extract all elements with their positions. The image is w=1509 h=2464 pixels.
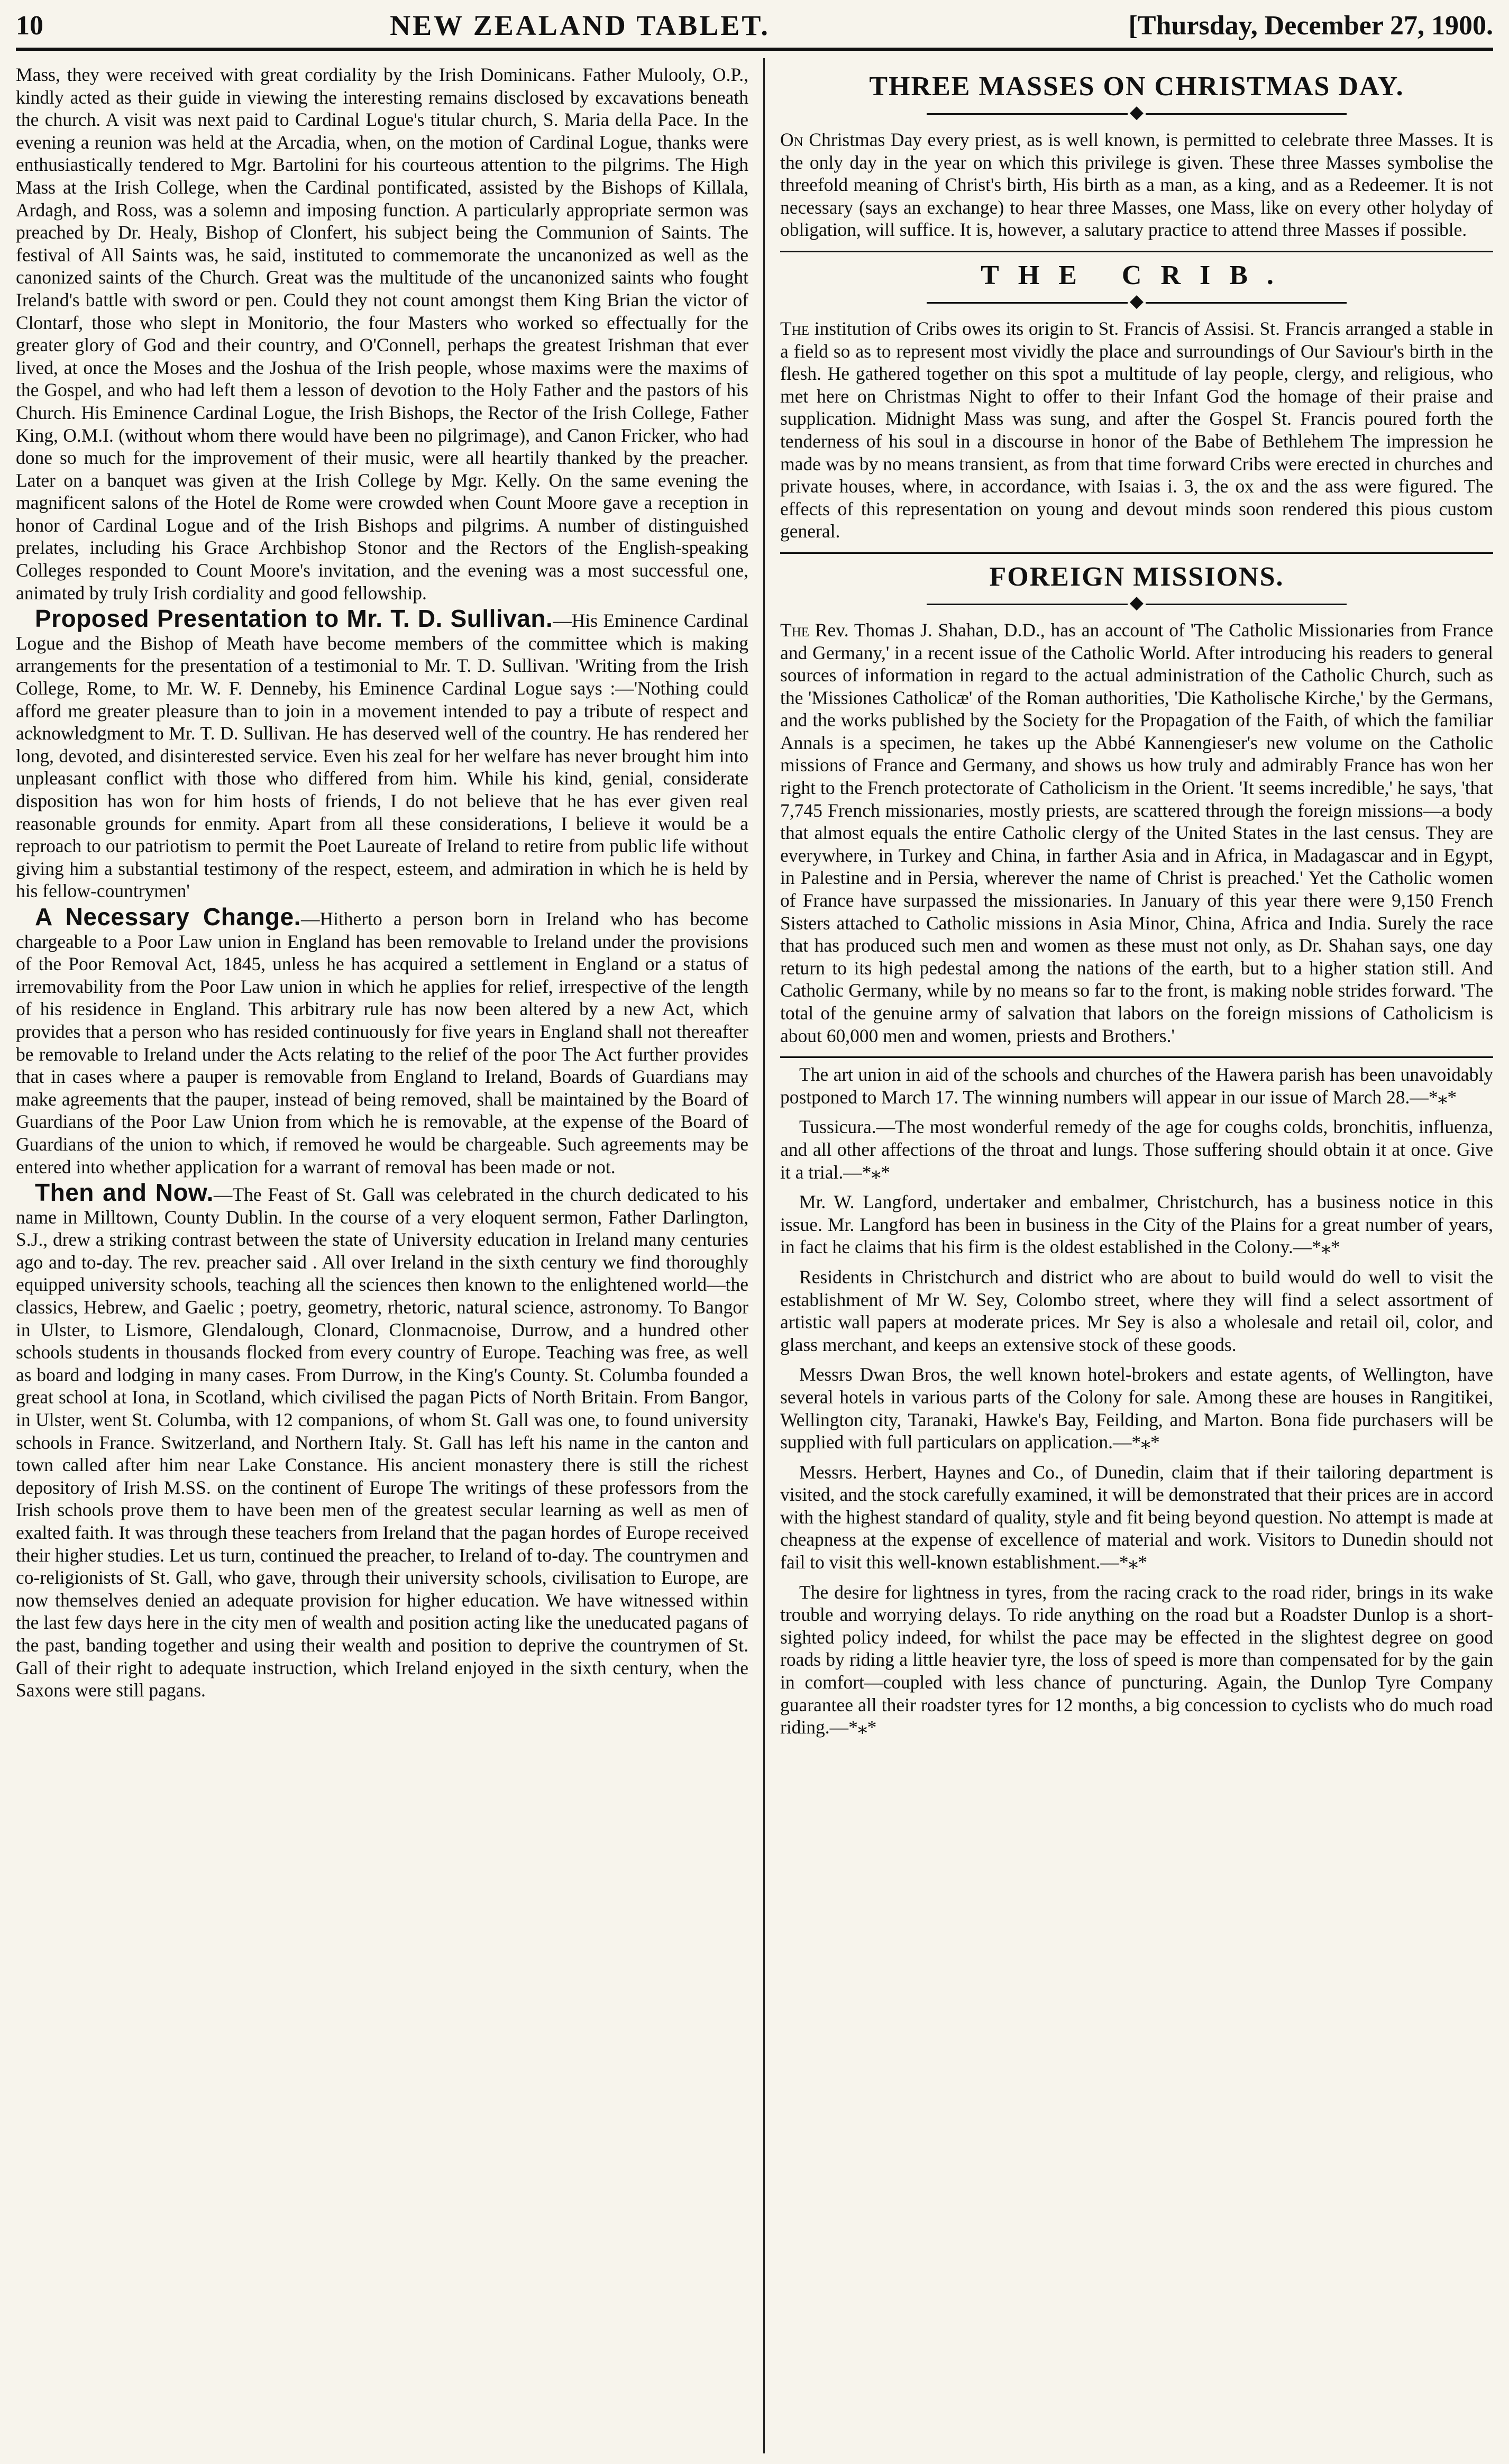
presentation-article: Proposed Presentation to Mr. T. D. Sullivan.—His Eminence Cardinal Logue and the Bishop of Meath have become members of the committee which is making arrangements for the presentation of a testimonial to Mr. T. D. Sullivan. 'Writing from the Irish College, Rome, to Mr. W. F. Denneby, his Eminence Cardinal Logue says :—'Nothing could afford me greater pleasure than to join in a movement intended to pay a tribute of respect and acknowledgment to Mr. T. D. Sullivan. He has deserved well of the country. He has rendered her long, devoted, and disinterested service. Even his zeal for her welfare has never brought him into unpleasant conflict with those who differed from him. While his kind, genial, considerate disposition has won for him hosts of friends, I do not believe that he has ever given real reasonable grounds for enmity. Apart from all these considerations, I believe it would be a reproach to our patriotism to permit the Poet Laureate of Ireland to retire from public life without giving him a substantial testimony of the respect, esteem, and admiration in which he is held by his fellow-countrymen' <box>16 605 748 902</box>
section-rule <box>780 1056 1493 1058</box>
pilgrimage-report: Mass, they were received with great cordiality by the Irish Dominicans. Father Mulooly, O.P., kindly acted as their guide in viewing the interesting remains disclosed by excavations beneath the church. A visit was next paid to Cardinal Logue's titular church, S. Maria della Pace. In the evening a reunion was held at the Arcadia, when, on the motion of Cardinal Logue, thanks were enthusiastically tendered to Mgr. Bartolini for his courteous attention to the pilgrims. The High Mass at the Irish College, when the Cardinal pontificated, assisted by the Bishops of Killala, Ardagh, and Ross, was a solemn and imposing function. A particularly appropriate sermon was preached by Dr. Healy, Bishop of Clonfert, his subject being the Communion of Saints. The festival of All Saints was, he said, instituted to commemorate the uncanonized as well as the canonized saints of the Church. Great was the multitude of the uncanonized saints who fought Ireland's battle with sword or pen. Could they not count amongst them King Brian the victor of Clontarf, those who slept in Monitorio, the four Masters who worked so effectually for the greater glory of God and their country, and O'Connell, perhaps the greatest Irishman that ever lived, at once the Moses and the Joshua of the Irish people, whose maxims were the maxims of the Gospel, and who had left them a lesson of devotion to the Holy Father and the pastors of his Church. His Eminence Cardinal Logue, the Irish Bishops, the Rector of the Irish College, Father King, O.M.I. (without whom there would have been no pilgrimage), and Canon Fricker, who had done so much for the improvement of their music, were all heartily thanked by the preacher. Later on a banquet was given at the Irish College by Mgr. Kelly. On the same evening the magnificent salons of the Hotel de Rome were crowded when Count Moore gave a reception in honor of Cardinal Logue and of the Irish Bishops and pilgrims. A number of distinguished prelates, including his Grace Archbishop Stonor and the Rectors of the English-speaking Colleges responded to Count Moore's invitation, and the evening was a most successful one, animated by truly Irish cordiality and good fellowship. <box>16 64 748 604</box>
news-item-herbert-haynes: Messrs. Herbert, Haynes and Co., of Dunedin, claim that if their tailoring department is visited, and the stock carefully examined, it will be demonstrated that their prices are in accord with the highest standard of quality, style and fit being beyond question. No attempt is made at cheapness at the expense of excellence of material and work. Visitors to Dunedin should not fail to visit this well-known establishment.—*⁎* <box>780 1461 1493 1573</box>
masses-text: Christmas Day every priest, as is well known, is permitted to celebrate three Masses. It is the only day in the year on which this privilege is given. These three Masses symbolise the threefold meaning of Christ's birth, His birth as a man, as a king, and as a Redeemer. It is not necessary (says an exchange) to hear three Masses, one Mass, like on every other holyday of obligation, will suffice. It is, however, a salutary practice to attend three Masses if possible. <box>780 129 1493 241</box>
necessary-change-text: Hitherto a person born in Ireland who has become chargeable to a Poor Law union in England has been removable to Ireland under the provisions of the Poor Removal Act, 1845, unless he has acquired a settlement in England or a status of irremovability from the Poor Law union in which he applies for relief, irrespective of the length of his residence in England. This arbitrary rule has now been altered by a new Act, which provides that a person who has resided continuously for five years in England shall not thereafter be removable to Ireland under the Acts relating to the relief of the poor The Act further provides that in cases where a pauper is removable from England to Ireland, Boards of Guardians may make agreements that the pauper, instead of being removed, shall be maintained by the Board of Guardians of the Poor Law Union from which he is removable, at the expense of the Board of Guardians of the union to which, if removed he would be chargeable. Such agreements may be entered into whether application for a warrant of removal has been made or not. <box>16 908 748 1178</box>
crib-text: institution of Cribs owes its origin to St. Francis of Assisi. St. Francis arranged a stable in a field so as to represent most vividly the place and surroundings of Our Saviour's birth in the flesh. He gathered together on this spot a multitude of lay people, clergy, and religious, who met here on Christmas Night to offer to their Infant God the homage of their praise and supplication. Midnight Mass was sung, and after the Gospel St. Francis poured forth the tenderness of his soul in a discourse in honor of the Babe of Bethlehem The impression he made was by no means transient, as from that time forward Cribs were erected in churches and private houses, where, in accordance, with Isaias i. 3, the ox and the ass were figured. The effects of this representation on young and devout minds soon rendered this pious custom general. <box>780 317 1493 542</box>
news-items <box>780 1063 1493 1739</box>
missions-article <box>780 619 1493 1047</box>
masses-lede: On <box>780 129 803 150</box>
news-item-sey: Residents in Christchurch and district who are about to build would do well to visit the establishment of Mr W. Sey, Colombo street, where they will find a select assortment of artistic wall papers at moderate prices. Mr Sey is also a wholesale and retail oil, color, and glass merchant, and keeps an extensive stock of these goods. <box>780 1266 1493 1355</box>
ornament-divider: ◆ <box>780 592 1493 614</box>
news-item-dwan-bros: Messrs Dwan Bros, the well known hotel-brokers and estate agents, of Wellington, have several hotels in various parts of the Colony for sale. Among these are houses in Rangitikei, Wellington city, Taranaki, Hawke's Bay, Feilding, and Marton. Bona fide purchasers will be supplied with full particulars on application.—*⁎* <box>780 1364 1493 1453</box>
then-and-now-article: Then and Now.—The Feast of St. Gall was celebrated in the church dedicated to his name in Milltown, County Dublin. In the course of a very eloquent sermon, Father Darlington, S.J., drew a striking contrast between the state of University education in Ireland many centuries ago and to-day. The rev. preacher said . All over Ireland in the sixth century we find thoroughly equipped university schools, teaching all the sciences then known to the enlightened world—the classics, Hebrew, and Gaelic ; poetry, geometry, rhetoric, natural science, astronomy. To Bangor in Ulster, to Lismore, Glendalough, Clonard, Clonmacnoise, Durrow, and a hundred other schools students in thousands flocked from every country of Europe. Teaching was free, as well as board and lodging in many cases. From Durrow, in the King's County. St. Columba founded a great school at Iona, in Scotland, which civilised the pagan Picts of North Britain. From Bangor, in Ulster, went St. Columba, with 12 companions, of whom St. Gall was one, to found university schools in France. Switzerland, and Northern Italy. St. Gall has left his name in the canton and town called after him near Lake Constance. His ancient monastery there is still the richest depository of Irish M.SS. on the continent of Europe The writings of these professors from the Irish schools prove them to have been men of the greatest secular learning as well as men of exalted faith. It was through these teachers from Ireland that the pagan hordes of Europe received their higher studies. Let us turn, continued the preacher, to Ireland of to-day. The countrymen and co-religionists of St. Gall, who gave, through their university schools, civilisation to Europe, are now themselves denied an adequate provision for higher education. We have witnessed within the last few days here in the city men of wealth and position acting like the uneducated pagans of the past, banding together and using their wealth and position to deprive the countrymen of St. Gall of their right to adequate instruction, which Ireland enjoyed in the sixth century, when the Saxons were still pagans. <box>16 1179 748 1701</box>
left-column <box>16 63 748 2459</box>
ornament-divider: ◆ <box>780 291 1493 312</box>
missions-lede: The <box>780 619 810 641</box>
news-item-langford: Mr. W. Langford, undertaker and embalmer, Christchurch, has a business notice in this issue. Mr. Langford has been in business in the City of the Plains for a great number of years, in fact he claims that his firm is the oldest established in the Colony.—*⁎* <box>780 1191 1493 1258</box>
missions-heading: FOREIGN MISSIONS. <box>989 561 1284 592</box>
necessary-change-article: A Necessary Change.—Hitherto a person born in Ireland who has become chargeable to a Poor Law union in England has been removable to Ireland under the provisions of the Poor Removal Act, 1845, unless he has acquired a settlement in England or a status of irremovability from the Poor Law union in which he applies for relief, irrespective of the length of his residence in England. This arbitrary rule has now been altered by a new Act, which provides that a person who has resided continuously for five years in England shall not thereafter be removable to Ireland under the Acts relating to the relief of the poor The Act further provides that in cases where a pauper is removable from England to Ireland, Boards of Guardians may make agreements that the pauper, instead of being removed, shall be maintained by the Board of Guardians of the Poor Law Union from which he is removable, at the expense of the Board of Guardians of the union to which, if removed he would be chargeable. Such agreements may be entered into whether application for a warrant of removal has been made or not. <box>16 902 748 1178</box>
masses-article <box>780 129 1493 241</box>
news-item-art-union: The art union in aid of the schools and churches of the Hawera parish has been unavoidably postponed to March 17. The winning numbers will appear in our issue of March 28.—*⁎* <box>780 1064 1493 1108</box>
section-rule <box>780 552 1493 554</box>
newspaper-title: NEW ZEALAND TABLET. <box>390 10 770 41</box>
crib-article <box>780 317 1493 543</box>
ornament-divider: ◆ <box>780 102 1493 123</box>
section-rule <box>780 251 1493 252</box>
news-item-dunlop: The desire for lightness in tyres, from the racing crack to the road rider, brings in its wake trouble and worrying delays. To ride anything on the road but a Roadster Dunlop is a short-sighted policy indeed, for whilst the pace may be effected in the slightest degree on good roads by riding a little heavier tyre, the loss of speed is more than compensated for by the gain in comfort—coupled with less chance of puncturing. Again, the Dunlop Tyre Company guarantee all their roadster tyres for 12 months, a big concession to cyclists who do much road riding.—*⁎* <box>780 1581 1493 1738</box>
missions-text: Rev. Thomas J. Shahan, D.D., has an account of 'The Catholic Missionaries from France and Germany,' in a recent issue of the Catholic World. After introducing his readers to general sources of information in regard to the actual administration of the Catholic Church, such as the 'Missiones Catholicæ' of the Roman authorities, 'Die Katholische Kirche,' by the Germans, and the works published by the Society for the Propagation of the Faith, of which the familiar Annals is a specimen, he takes up the Abbé Kannengieser's new volume on the Catholic missions of France and Germany, and shows us how truly and admirably France has won her right to the French protectorate of Catholicism in the Orient. 'It seems incredible,' he says, 'that 7,745 French missionaries, mostly priests, are scattered through the foreign missions—a body that almost equals the entire Catholic clergy of the United States in the last census. They are everywhere, in Turkey and China, in farther Asia and in Africa, in Madagascar and in Egypt, in Palestine and in Persia, wherever the name of Christ is preached.' Yet the Catholic women of France have surpassed the missionaries. In January of this year there were 9,150 French Sisters attached to Catholic missions in Asia Minor, China, Africa and India. Surely the race that has produced such men and women as these must not only, as Dr. Shahan says, one day return to its high pedestal among the nations of the earth, but to a higher station still. And Catholic Germany, while by no means so far to the front, is making noble strides forward. 'The total of the genuine army of salvation that labors on the foreign missions of Catholicism is about 60,000 men and women, priests and Brothers.' <box>780 619 1493 1046</box>
crib-lede: The <box>780 317 810 339</box>
necessary-change-heading: A Necessary Change. <box>35 902 301 930</box>
presentation-heading: Proposed Presentation to Mr. T. D. Sullivan. <box>35 605 553 633</box>
masses-heading: THREE MASSES ON CHRISTMAS DAY. <box>869 71 1404 102</box>
news-item-tussicura: Tussicura.—The most wonderful remedy of the age for coughs colds, bronchitis, influenza, and all other affections of the throat and lungs. Those suffering should obtain it at once. Give it a trial.—*⁎* <box>780 1116 1493 1183</box>
then-and-now-heading: Then and Now. <box>35 1179 214 1207</box>
column-rule <box>763 58 765 2453</box>
right-column <box>780 63 1493 2459</box>
page-number: 10 <box>16 10 43 41</box>
then-and-now-text: The Feast of St. Gall was celebrated in the church dedicated to his name in Milltown, County Dublin. In the course of a very eloquent sermon, Father Darlington, S.J., drew a striking contrast between the state of University education in Ireland many centuries ago and to-day. The rev. preacher said . All over Ireland in the sixth century we find thoroughly equipped university schools, teaching all the sciences then known to the enlightened world—the classics, Hebrew, and Gaelic ; poetry, geometry, rhetoric, natural science, astronomy. To Bangor in Ulster, to Lismore, Glendalough, Clonard, Clonmacnoise, Durrow, and a hundred other schools students in thousands flocked from every country of Europe. Teaching was free, as well as board and lodging in many cases. From Durrow, in the King's County. St. Columba founded a great school at Iona, in Scotland, which civilised the pagan Picts of North Britain. From Bangor, in Ulster, went St. Columba, with 12 companions, of whom St. Gall was one, to found university schools in France. Switzerland, and Northern Italy. St. Gall has left his name in the canton and town called after him near Lake Constance. His ancient monastery there is still the richest depository of Irish M.SS. on the continent of Europe The writings of these professors from the Irish schools prove them to have been men of the greatest secular learning as well as men of exalted faith. It was through these teachers from Ireland that the pagan hordes of Europe received their higher studies. Let us turn, continued the preacher, to Ireland of to-day. The countrymen and co-religionists of St. Gall, who gave, through their university schools, civilisation to Europe, are now themselves denied an adequate provision for higher education. We have witnessed within the last few days here in the city men of wealth and position acting like the uneducated pagans of the past, banding together and using their wealth and position to deprive the countrymen of St. Gall of their right to adequate instruction, which Ireland enjoyed in the sixth century, when the Saxons were still pagans. <box>16 1184 748 1701</box>
crib-heading: THE CRIB. <box>981 260 1293 290</box>
masthead <box>16 3 1493 51</box>
presentation-text: His Eminence Cardinal Logue and the Bishop of Meath have become members of the committee which is making arrangements for the presentation of a testimonial to Mr. T. D. Sullivan. 'Writing from the Irish College, Rome, to Mr. W. F. Denneby, his Eminence Cardinal Logue says :—'Nothing could afford me greater pleasure than to join in a movement intended to pay a tribute of respect and acknowledgment to Mr. T. D. Sullivan. He has deserved well of the country. He has rendered her long, devoted, and disinterested service. Even his zeal for her welfare has never brought him into unpleasant conflict with those who differed from him. While his kind, genial, considerate disposition has won for him hosts of friends, I do not believe that he has ever given real reasonable grounds for enmity. Apart from all these considerations, I believe it would be a reproach to our patriotism to permit the Poet Laureate of Ireland to retire from public life without giving him a substantial testimony of the respect, esteem, and admiration in which he is held by his fellow-countrymen' <box>16 610 748 902</box>
issue-date: [Thursday, December 27, 1900. <box>1128 10 1493 41</box>
